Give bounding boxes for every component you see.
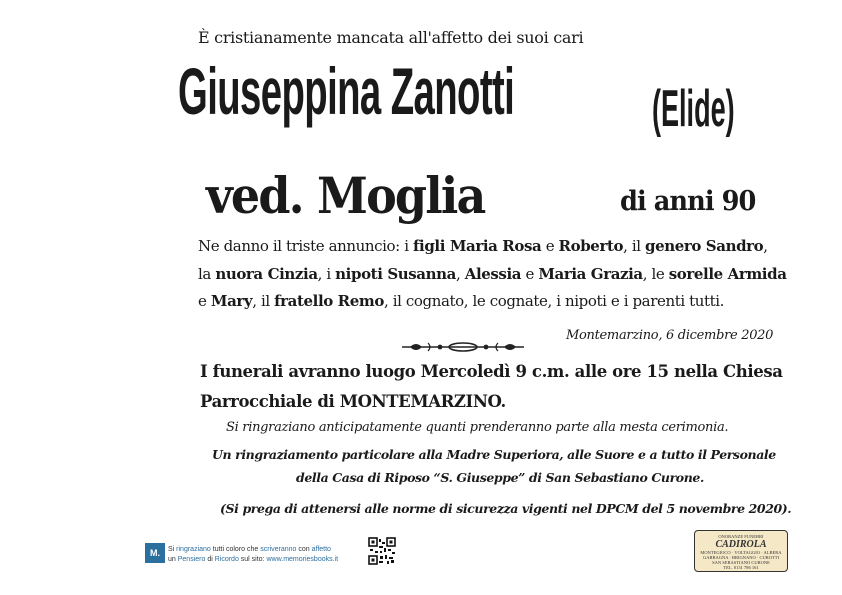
relative-name: Maria Grazia xyxy=(538,265,643,283)
text-run: con xyxy=(296,546,312,553)
footer-text xyxy=(168,545,338,564)
relative-name: Mary xyxy=(210,292,253,310)
text-run: , il xyxy=(623,237,645,255)
text-run: , il xyxy=(252,292,275,310)
qr-code-icon[interactable] xyxy=(368,537,396,565)
stamp-line: TEL. 0131 786 161 xyxy=(723,565,759,570)
stamp-header: ONORANZE FUNEBRI xyxy=(718,534,764,539)
text-run: , le xyxy=(642,265,669,283)
relative-name: fratello Remo xyxy=(274,292,384,310)
place-date: Montemarzino, 6 dicembre 2020 xyxy=(566,328,774,343)
deceased-name: Giuseppina Zanotti xyxy=(178,54,515,128)
text-run: scriveranno xyxy=(260,546,297,553)
announcement-line-3 xyxy=(198,291,724,311)
text-run: , xyxy=(763,237,768,255)
text-run: di xyxy=(205,555,215,563)
relative-name: nipoti Susanna xyxy=(335,265,456,283)
covid-note: (Si prega di attenersi alle norme di sicurezza vigenti nel DPCM del 5 novembre 2020). xyxy=(220,501,792,516)
memoriesbooks-logo: M. xyxy=(145,543,165,563)
relative-name: Alessia xyxy=(464,265,522,283)
text-run: ringraziano xyxy=(176,546,211,553)
announcement-line-2 xyxy=(198,264,787,284)
deceased-nickname: (Elide) xyxy=(652,80,735,138)
text-run: e xyxy=(521,265,539,283)
funeral-line-2: Parrocchiale di MONTEMARZINO. xyxy=(200,392,506,411)
age: di anni 90 xyxy=(620,186,756,217)
funeral-line-1: I funerali avranno luogo Mercoledì 9 c.m. alle ore 15 nella Chiesa xyxy=(200,362,783,381)
text-run: Ricordo xyxy=(214,555,239,563)
intro-line: È cristianamente mancata all'affetto dei suoi cari xyxy=(198,28,584,47)
text-run: Pensiero xyxy=(177,555,206,563)
text-run: un xyxy=(168,555,178,563)
special-thanks-line-2: della Casa di Riposo “S. Giuseppe” di San Sebastiano Curone. xyxy=(296,470,704,485)
text-run: e xyxy=(541,237,559,255)
relative-name: genero Sandro xyxy=(645,237,764,255)
married-name: ved. Moglia xyxy=(206,166,485,225)
relative-name: nuora Cinzia xyxy=(215,265,318,283)
website-link[interactable]: www.memoriesbooks.it xyxy=(266,555,339,563)
stamp-line: MONTEGIOCO · VOLTAGGIO · ALBERA xyxy=(700,550,782,555)
funeral-home-stamp xyxy=(694,530,788,572)
relative-name: figli Maria Rosa xyxy=(412,237,542,255)
announcement-line-1 xyxy=(198,236,768,256)
text-run: , i xyxy=(317,265,336,283)
text-run: Si xyxy=(168,546,177,553)
stamp-line: SAN SEBASTIANO CURONE xyxy=(712,560,770,565)
footer-line-1 xyxy=(168,545,338,555)
stamp-line: GARBAGNA · BRIGNANO · CUROTTI xyxy=(703,555,779,560)
text-run: , il cognato, le cognate, i nipoti e i parenti tutti. xyxy=(383,292,725,310)
thanks-line: Si ringraziano anticipatamente quanti prenderanno parte alla mesta cerimonia. xyxy=(226,420,729,435)
footer-line-2 xyxy=(168,555,338,565)
relative-name: Roberto xyxy=(558,237,624,255)
text-run: la xyxy=(198,265,216,283)
ornament-divider-icon xyxy=(400,338,526,356)
stamp-brand: CADIROLA xyxy=(715,539,767,550)
text-run: e xyxy=(198,292,211,310)
text-run: Ne danno il triste annuncio: i xyxy=(198,237,413,255)
relative-name: sorelle Armida xyxy=(668,265,787,283)
text-run: , xyxy=(455,265,465,283)
text-run: sul sito: xyxy=(238,555,267,563)
special-thanks-line-1: Un ringraziamento particolare alla Madre Superiora, alle Suore e a tutto il Personale xyxy=(212,447,776,462)
text-run: tutti coloro che xyxy=(210,546,261,553)
text-run: affetto xyxy=(311,546,331,553)
